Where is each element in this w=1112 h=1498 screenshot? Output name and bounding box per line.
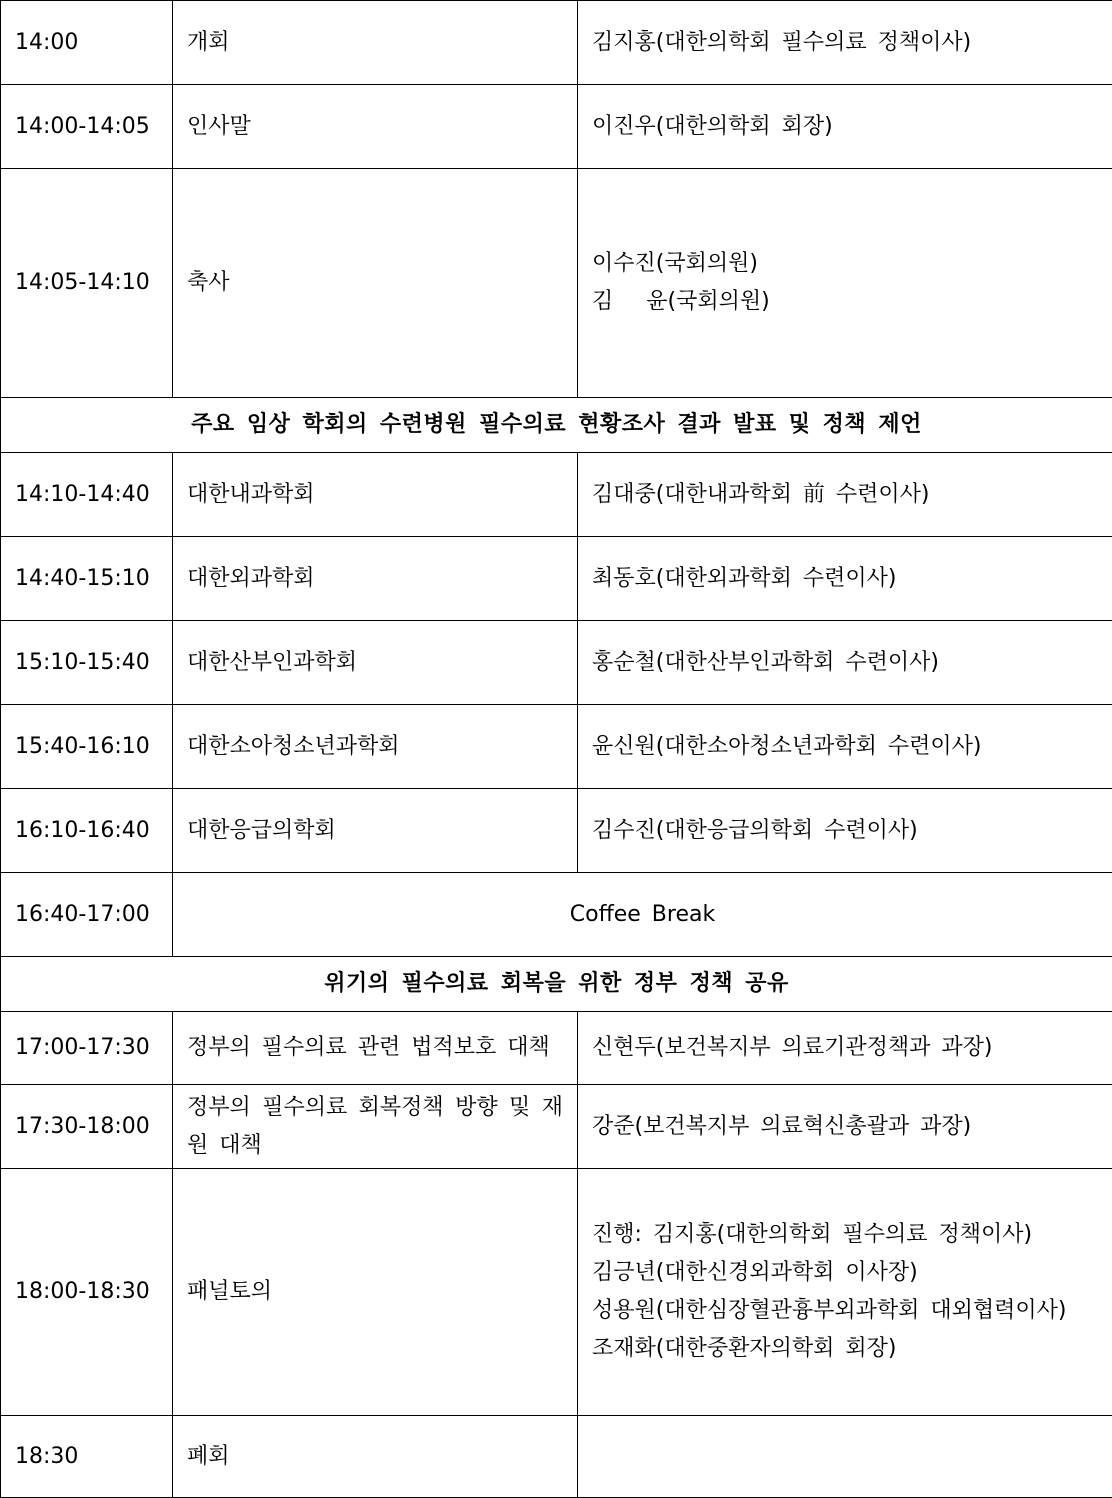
section-header-row [1, 398, 1112, 453]
session-title: 대한산부인과학회 [173, 621, 578, 705]
speaker-cell [578, 537, 1112, 621]
time-cell: 14:00-14:05 [1, 85, 173, 169]
time-cell: 18:00-18:30 [1, 1169, 173, 1416]
speaker-cell [578, 1012, 1112, 1085]
session-title: 축사 [173, 169, 578, 398]
speaker-cell [578, 705, 1112, 789]
session-title: 정부의 필수의료 회복정책 방향 및 재원 대책 [173, 1085, 578, 1169]
speaker-line: 신현두(보건복지부 의료기관정책과 과장) [592, 1029, 1098, 1067]
session-title: 패널토의 [173, 1169, 578, 1416]
speaker-line: 김 윤(국회의원) [592, 283, 1098, 321]
session-title: 대한소아청소년과학회 [173, 705, 578, 789]
speaker-line: 홍순철(대한산부인과학회 수련이사) [592, 644, 1098, 682]
speaker-cell [578, 1, 1112, 85]
speaker-line: 조재화(대한중환자의학회 회장) [592, 1330, 1098, 1368]
schedule-row [1, 1169, 1112, 1416]
time-cell: 14:00 [1, 1, 173, 85]
speaker-cell [578, 453, 1112, 537]
time-cell: 15:10-15:40 [1, 621, 173, 705]
speaker-line: 김긍년(대한신경외과학회 이사장) [592, 1254, 1098, 1292]
speaker-cell [578, 1416, 1112, 1498]
speaker-cell [578, 1169, 1112, 1416]
session-title: 폐회 [173, 1416, 578, 1498]
time-cell: 18:30 [1, 1416, 173, 1498]
schedule-row [1, 537, 1112, 621]
time-cell: 17:30-18:00 [1, 1085, 173, 1169]
schedule-row [1, 85, 1112, 169]
session-title: 대한내과학회 [173, 453, 578, 537]
time-cell: 15:40-16:10 [1, 705, 173, 789]
speaker-cell [578, 169, 1112, 398]
speaker-line: 김지홍(대한의학회 필수의료 정책이사) [592, 24, 1098, 62]
session-title: 정부의 필수의료 관련 법적보호 대책 [173, 1012, 578, 1085]
schedule-row [1, 1, 1112, 85]
section-header-row [1, 957, 1112, 1012]
time-cell: 14:10-14:40 [1, 453, 173, 537]
speaker-line: 윤신원(대한소아청소년과학회 수련이사) [592, 728, 1098, 766]
session-title: 대한외과학회 [173, 537, 578, 621]
schedule-row [1, 169, 1112, 398]
coffee-break-cell: Coffee Break [173, 873, 1112, 957]
session-title: 대한응급의학회 [173, 789, 578, 873]
speaker-cell [578, 85, 1112, 169]
schedule-row [1, 1085, 1112, 1169]
speaker-line: 이수진(국회의원) [592, 245, 1098, 283]
time-cell: 14:40-15:10 [1, 537, 173, 621]
speaker-line: 이진우(대한의학회 회장) [592, 108, 1098, 146]
time-cell: 14:05-14:10 [1, 169, 173, 398]
section-heading: 위기의 필수의료 회복을 위한 정부 정책 공유 [1, 957, 1112, 1012]
speaker-line: 강준(보건복지부 의료혁신총괄과 과장) [592, 1108, 1098, 1146]
break-row [1, 873, 1112, 957]
time-cell: 16:40-17:00 [1, 873, 173, 957]
schedule-row [1, 1012, 1112, 1085]
speaker-line: 김수진(대한응급의학회 수련이사) [592, 812, 1098, 850]
schedule-row [1, 621, 1112, 705]
section-heading: 주요 임상 학회의 수련병원 필수의료 현황조사 결과 발표 및 정책 제언 [1, 398, 1112, 453]
schedule-row [1, 705, 1112, 789]
speaker-cell [578, 621, 1112, 705]
schedule-row [1, 789, 1112, 873]
session-title: 개회 [173, 1, 578, 85]
speaker-line: 성용원(대한심장혈관흉부외과학회 대외협력이사) [592, 1292, 1098, 1330]
speaker-line: 최동호(대한외과학회 수련이사) [592, 560, 1098, 598]
speaker-line: 진행: 김지홍(대한의학회 필수의료 정책이사) [592, 1216, 1098, 1254]
schedule-row [1, 1416, 1112, 1498]
schedule-row [1, 453, 1112, 537]
speaker-line: 김대중(대한내과학회 前 수련이사) [592, 476, 1098, 514]
session-title: 인사말 [173, 85, 578, 169]
speaker-cell [578, 1085, 1112, 1169]
time-cell: 16:10-16:40 [1, 789, 173, 873]
time-cell: 17:00-17:30 [1, 1012, 173, 1085]
speaker-cell [578, 789, 1112, 873]
